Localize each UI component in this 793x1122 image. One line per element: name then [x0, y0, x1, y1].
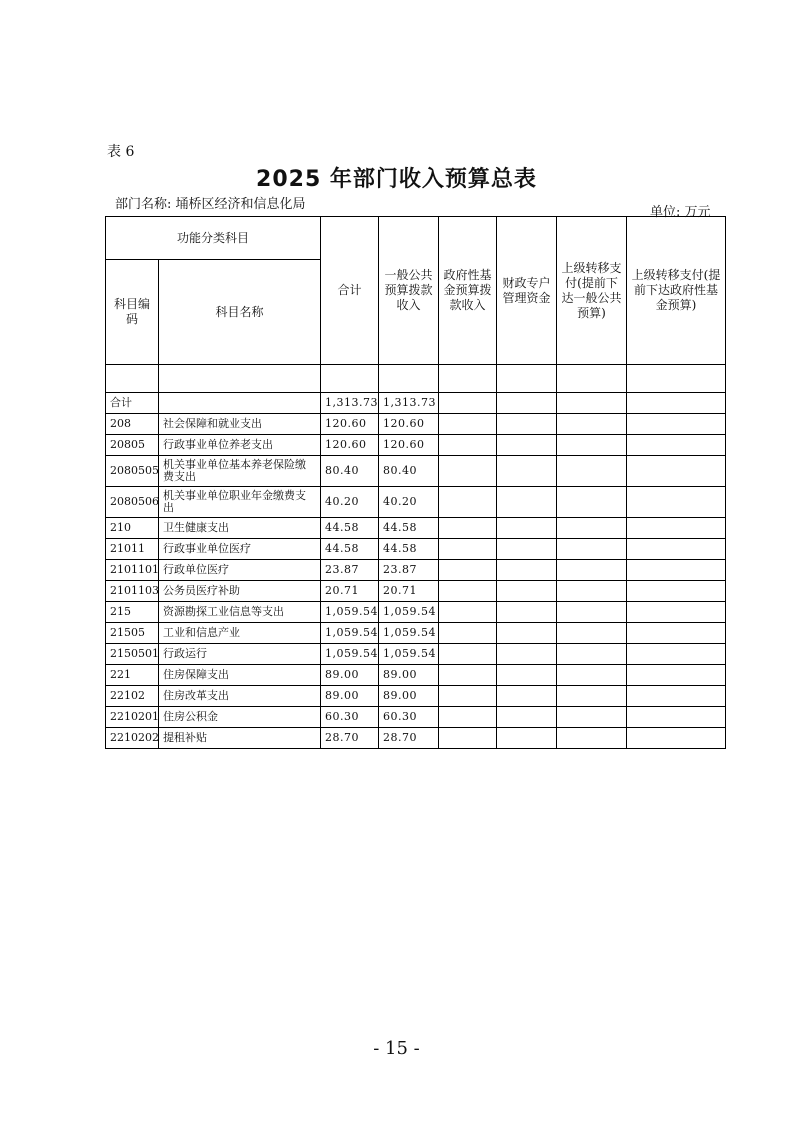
cell-total: 44.58: [321, 518, 379, 539]
cell-total: 1,059.54: [321, 602, 379, 623]
cell-transfer-fund: [627, 456, 726, 487]
cell-general: 23.87: [379, 560, 439, 581]
cell-transfer-fund: [627, 707, 726, 728]
page-title: 2025 年部门收入预算总表: [256, 167, 537, 192]
cell-code: 2080505: [106, 456, 159, 487]
cell-special: [497, 393, 557, 414]
cell-code: 215: [106, 602, 159, 623]
cell-general: 1,313.73: [379, 393, 439, 414]
cell-total: 89.00: [321, 665, 379, 686]
cell-transfer-general: [557, 456, 627, 487]
cell-gov-fund: [439, 665, 497, 686]
cell-general: 20.71: [379, 581, 439, 602]
table-row: [106, 728, 726, 749]
cell-code: 210: [106, 518, 159, 539]
table-row: [106, 487, 726, 518]
cell-transfer-general: [557, 644, 627, 665]
cell-name: 行政事业单位养老支出: [159, 435, 321, 456]
cell-transfer-general: [557, 393, 627, 414]
cell-gov-fund: [439, 487, 497, 518]
cell-gov-fund: [439, 644, 497, 665]
cell-code: 2150501: [106, 644, 159, 665]
table-row: [106, 602, 726, 623]
cell-special: [497, 728, 557, 749]
page-number: - 15 -: [373, 1038, 420, 1059]
cell-special: [497, 686, 557, 707]
header-function-category: 功能分类科目: [106, 217, 321, 260]
cell-total: 89.00: [321, 686, 379, 707]
cell-code: 2080506: [106, 487, 159, 518]
cell-transfer-general: [557, 518, 627, 539]
cell-special: [497, 539, 557, 560]
cell-name: 资源勘探工业信息等支出: [159, 602, 321, 623]
cell-transfer-general: [557, 686, 627, 707]
cell-general: 44.58: [379, 539, 439, 560]
cell-transfer-fund: [627, 539, 726, 560]
cell-special: [497, 602, 557, 623]
cell-name: 行政单位医疗: [159, 560, 321, 581]
cell-code: 2210201: [106, 707, 159, 728]
cell-general: 89.00: [379, 665, 439, 686]
table-row: [106, 686, 726, 707]
cell-gov-fund: [439, 602, 497, 623]
cell-special: [497, 581, 557, 602]
cell-transfer-general: [557, 707, 627, 728]
cell-special: [497, 560, 557, 581]
cell-special: [497, 414, 557, 435]
table-row: [106, 560, 726, 581]
cell-general: 1,059.54: [379, 602, 439, 623]
cell-special: [497, 665, 557, 686]
cell-transfer-fund: [627, 686, 726, 707]
cell-general: 120.60: [379, 414, 439, 435]
header-general-budget: 一般公共预算拨款收入: [379, 217, 439, 365]
cell-general: 1,059.54: [379, 623, 439, 644]
cell-code: 合计: [106, 393, 159, 414]
cell-code: 2101103: [106, 581, 159, 602]
cell-transfer-general: [557, 435, 627, 456]
cell-name: 行政事业单位医疗: [159, 539, 321, 560]
cell-gov-fund: [439, 435, 497, 456]
header-total: 合计: [321, 217, 379, 365]
cell-transfer-fund: [627, 487, 726, 518]
cell-transfer-fund: [627, 560, 726, 581]
cell-general: 28.70: [379, 728, 439, 749]
cell-transfer-fund: [627, 602, 726, 623]
cell-total: 44.58: [321, 539, 379, 560]
cell-special: [497, 487, 557, 518]
cell-transfer-fund: [627, 665, 726, 686]
cell-code: 2101101: [106, 560, 159, 581]
cell-total: 120.60: [321, 414, 379, 435]
cell-transfer-general: [557, 414, 627, 435]
blank-row: [106, 365, 726, 393]
cell-transfer-fund: [627, 581, 726, 602]
cell-gov-fund: [439, 518, 497, 539]
cell-total: 1,059.54: [321, 623, 379, 644]
header-subject-code: 科目编码: [106, 260, 159, 365]
cell-name: 机关事业单位基本养老保险缴费支出: [159, 456, 321, 487]
table-row: [106, 665, 726, 686]
cell-gov-fund: [439, 707, 497, 728]
cell-total: 28.70: [321, 728, 379, 749]
cell-gov-fund: [439, 581, 497, 602]
cell-general: 44.58: [379, 518, 439, 539]
cell-gov-fund: [439, 623, 497, 644]
cell-gov-fund: [439, 456, 497, 487]
cell-name: 卫生健康支出: [159, 518, 321, 539]
cell-name: 住房改革支出: [159, 686, 321, 707]
table-row: [106, 393, 726, 414]
cell-special: [497, 435, 557, 456]
table-row: [106, 644, 726, 665]
cell-code: 22102: [106, 686, 159, 707]
cell-code: 221: [106, 665, 159, 686]
cell-transfer-fund: [627, 644, 726, 665]
cell-code: 208: [106, 414, 159, 435]
cell-total: 20.71: [321, 581, 379, 602]
cell-total: 1,059.54: [321, 644, 379, 665]
cell-transfer-fund: [627, 414, 726, 435]
cell-general: 120.60: [379, 435, 439, 456]
table-row: [106, 414, 726, 435]
unit-label: 单位: 万元: [650, 205, 711, 220]
cell-special: [497, 644, 557, 665]
table-row: [106, 539, 726, 560]
cell-code: 2210202: [106, 728, 159, 749]
department-name: 部门名称: 埇桥区经济和信息化局: [115, 197, 306, 212]
cell-name: 行政运行: [159, 644, 321, 665]
cell-code: 21011: [106, 539, 159, 560]
header-subject-name: 科目名称: [159, 260, 321, 365]
cell-transfer-general: [557, 623, 627, 644]
cell-general: 80.40: [379, 456, 439, 487]
table-row: [106, 435, 726, 456]
cell-name: 公务员医疗补助: [159, 581, 321, 602]
cell-transfer-fund: [627, 518, 726, 539]
cell-general: 60.30: [379, 707, 439, 728]
cell-name: 社会保障和就业支出: [159, 414, 321, 435]
cell-name: 住房保障支出: [159, 665, 321, 686]
cell-transfer-general: [557, 665, 627, 686]
cell-transfer-general: [557, 487, 627, 518]
cell-total: 120.60: [321, 435, 379, 456]
header-gov-fund: 政府性基金预算拨款收入: [439, 217, 497, 365]
table-row: [106, 518, 726, 539]
cell-total: 40.20: [321, 487, 379, 518]
cell-transfer-general: [557, 728, 627, 749]
table-row: [106, 707, 726, 728]
cell-total: 23.87: [321, 560, 379, 581]
cell-name: [159, 393, 321, 414]
cell-transfer-fund: [627, 435, 726, 456]
cell-transfer-fund: [627, 623, 726, 644]
cell-name: 住房公积金: [159, 707, 321, 728]
cell-general: 89.00: [379, 686, 439, 707]
cell-name: 工业和信息产业: [159, 623, 321, 644]
cell-special: [497, 456, 557, 487]
table-row: [106, 623, 726, 644]
cell-gov-fund: [439, 414, 497, 435]
cell-total: 80.40: [321, 456, 379, 487]
cell-gov-fund: [439, 728, 497, 749]
cell-transfer-general: [557, 602, 627, 623]
cell-gov-fund: [439, 686, 497, 707]
cell-transfer-general: [557, 560, 627, 581]
table-row: [106, 456, 726, 487]
table-label: 表 6: [107, 144, 135, 160]
cell-special: [497, 623, 557, 644]
cell-transfer-fund: [627, 728, 726, 749]
cell-code: 21505: [106, 623, 159, 644]
cell-transfer-fund: [627, 393, 726, 414]
cell-special: [497, 707, 557, 728]
budget-table: [105, 216, 726, 749]
header-transfer-fund: 上级转移支付(提前下达政府性基金预算): [627, 217, 726, 365]
header-special-account: 财政专户管理资金: [497, 217, 557, 365]
cell-special: [497, 518, 557, 539]
cell-name: 提租补贴: [159, 728, 321, 749]
cell-gov-fund: [439, 393, 497, 414]
cell-general: 1,059.54: [379, 644, 439, 665]
cell-name: 机关事业单位职业年金缴费支出: [159, 487, 321, 518]
cell-gov-fund: [439, 560, 497, 581]
cell-total: 1,313.73: [321, 393, 379, 414]
cell-transfer-general: [557, 581, 627, 602]
table-row: [106, 581, 726, 602]
cell-total: 60.30: [321, 707, 379, 728]
cell-gov-fund: [439, 539, 497, 560]
cell-transfer-general: [557, 539, 627, 560]
cell-general: 40.20: [379, 487, 439, 518]
cell-code: 20805: [106, 435, 159, 456]
header-transfer-general: 上级转移支付(提前下达一般公共预算): [557, 217, 627, 365]
